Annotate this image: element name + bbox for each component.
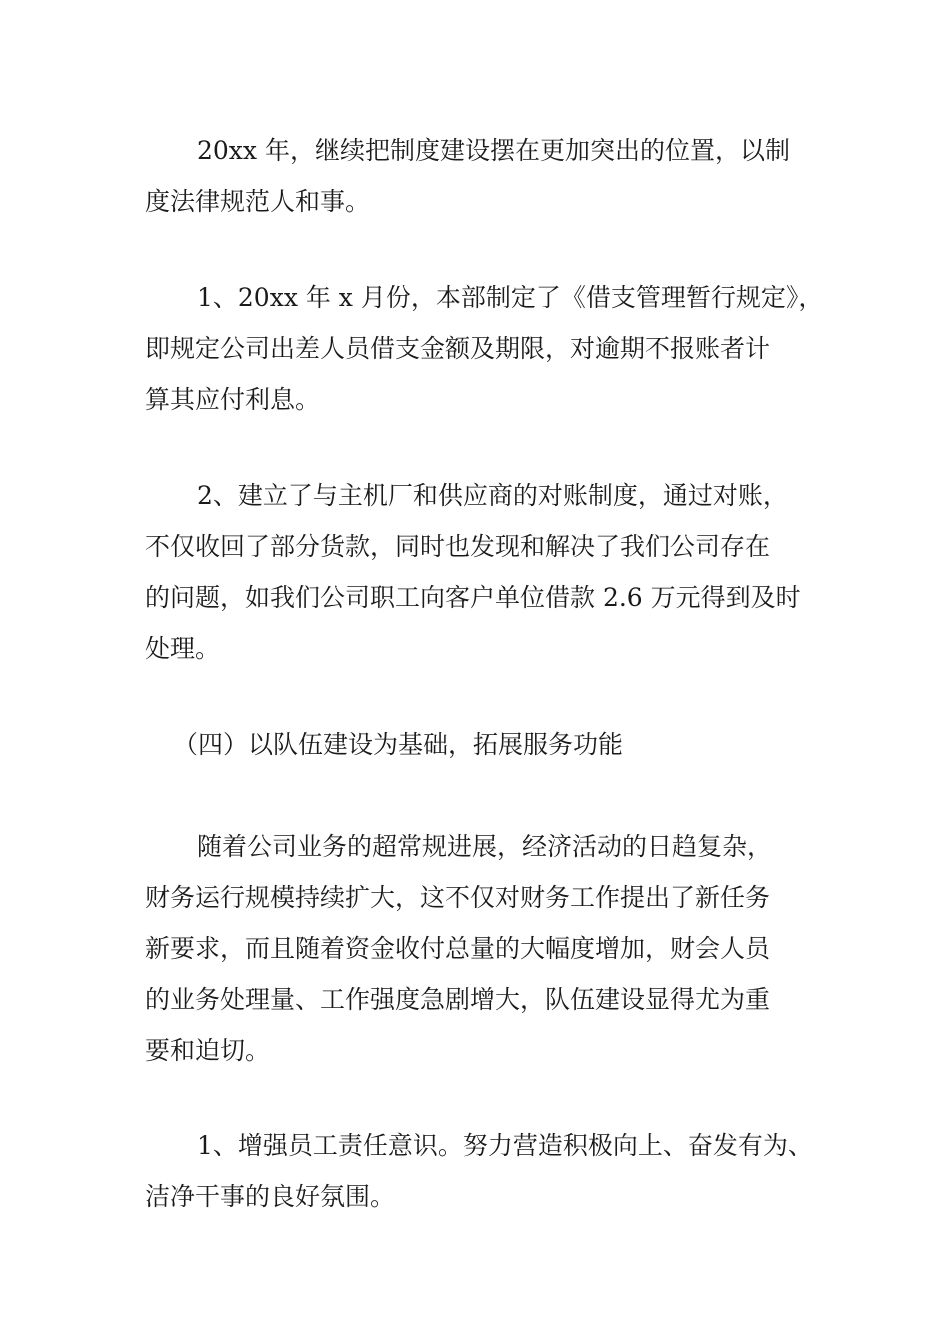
paragraph-line: 2、建立了与主机厂和供应商的对账制度，通过对账， [197, 481, 788, 510]
paragraph-line: 1、增强员工责任意识。努力营造积极向上、奋发有为、 [197, 1131, 813, 1160]
paragraph-reconciliation [145, 470, 815, 674]
paragraph-line: 处理。 [145, 634, 221, 663]
paragraph-line: 的业务处理量、工作强度急剧增大，队伍建设显得尤为重 [145, 985, 771, 1014]
paragraph-line: 要和迫切。 [145, 1036, 271, 1065]
paragraph-line: 不仅收回了部分货款，同时也发现和解决了我们公司存在 [145, 532, 771, 561]
paragraph-line: 20xx 年，继续把制度建设摆在更加突出的位置，以制 [197, 136, 790, 165]
paragraph-line: 1、20xx 年 x 月份，本部制定了《借支管理暂行规定》， [197, 283, 824, 312]
paragraph-line: 算其应付利息。 [145, 385, 321, 414]
section-heading [145, 719, 815, 770]
paragraph-loan-regulation [145, 272, 824, 425]
paragraph-system-construction [145, 125, 815, 227]
paragraph-line: 财务运行规模持续扩大，这不仅对财务工作提出了新任务 [145, 883, 771, 912]
paragraph-team-building [145, 821, 815, 1076]
paragraph-line: 新要求，而且随着资金收付总量的大幅度增加，财会人员 [145, 934, 771, 963]
paragraph-line: 即规定公司出差人员借支金额及期限，对逾期不报账者计 [145, 334, 771, 363]
heading-line: （四）以队伍建设为基础，拓展服务功能 [173, 730, 624, 759]
paragraph-line: 随着公司业务的超常规进展，经济活动的日趋复杂， [197, 832, 773, 861]
paragraph-line: 度法律规范人和事。 [145, 187, 371, 216]
paragraph-line: 的问题，如我们公司职工向客户单位借款 2.6 万元得到及时 [145, 583, 801, 612]
paragraph-responsibility [145, 1120, 815, 1222]
paragraph-line: 洁净干事的良好氛围。 [145, 1182, 396, 1211]
